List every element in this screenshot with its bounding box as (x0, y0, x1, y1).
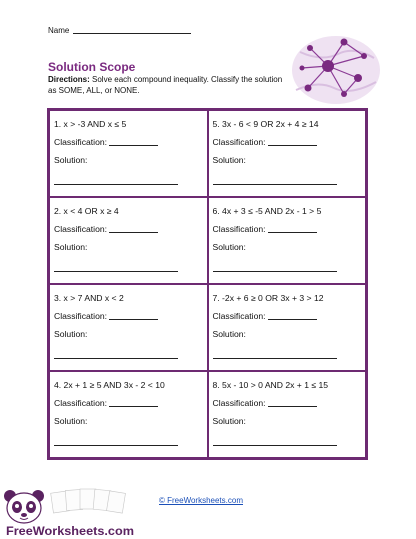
solution-label: Solution: (212, 329, 246, 339)
classification-blank[interactable] (268, 319, 317, 320)
problem-cell-6 (208, 197, 367, 284)
problem-text: 4. 2x + 1 ≥ 5 AND 3x - 2 < 10 (54, 380, 165, 390)
classification-label: Classification: (212, 311, 266, 321)
problem-cell-8 (208, 371, 367, 458)
classification-blank[interactable] (109, 406, 158, 407)
solution-label: Solution: (212, 416, 246, 426)
classification-row (213, 398, 362, 409)
name-label: Name (48, 26, 70, 35)
classification-blank[interactable] (268, 406, 317, 407)
problem-text: 1. x > -3 AND x ≤ 5 (54, 119, 127, 129)
classification-row (213, 137, 362, 148)
classification-row (54, 311, 203, 322)
worksheet-title: Solution Scope (48, 60, 136, 74)
solution-label: Solution: (54, 416, 88, 426)
solution-blank[interactable] (54, 261, 178, 272)
problem-text: 8. 5x - 10 > 0 AND 2x + 1 ≤ 15 (212, 380, 329, 390)
problem-cell-3 (49, 284, 208, 371)
problem-text: 7. -2x + 6 ≥ 0 OR 3x + 3 > 12 (212, 293, 324, 303)
freeworksheets-logo (2, 486, 140, 538)
problem-text: 2. x < 4 OR x ≥ 4 (54, 206, 119, 216)
solution-blank[interactable] (213, 348, 337, 359)
solution-blank[interactable] (54, 174, 178, 185)
classification-label: Classification: (54, 224, 108, 234)
classification-row (213, 311, 362, 322)
problem-text: 5. 3x - 6 < 9 OR 2x + 4 ≥ 14 (212, 119, 319, 129)
network-nodes-icon (288, 30, 380, 106)
problem-text: 6. 4x + 3 ≤ -5 AND 2x - 1 > 5 (212, 206, 322, 216)
directions (48, 74, 286, 96)
classification-blank[interactable] (268, 145, 317, 146)
classification-blank[interactable] (109, 319, 158, 320)
solution-blank[interactable] (54, 348, 178, 359)
solution-blank[interactable] (54, 435, 178, 446)
panda-icon (4, 490, 44, 523)
classification-label: Classification: (212, 224, 266, 234)
classification-row (213, 224, 362, 235)
solution-label: Solution: (212, 242, 246, 252)
classification-row (54, 137, 203, 148)
name-row (48, 26, 191, 35)
problem-cell-2 (49, 197, 208, 284)
classification-blank[interactable] (109, 232, 158, 233)
logo-wordmark: FreeWorksheets.com (6, 524, 134, 538)
solution-blank[interactable] (213, 174, 337, 185)
problem-cell-1 (49, 110, 208, 197)
directions-label: Directions: (48, 75, 90, 84)
classification-label: Classification: (212, 137, 266, 147)
problem-cell-4 (49, 371, 208, 458)
problem-cell-7 (208, 284, 367, 371)
solution-label: Solution: (54, 155, 88, 165)
classification-label: Classification: (212, 398, 266, 408)
solution-label: Solution: (212, 155, 246, 165)
classification-blank[interactable] (268, 232, 317, 233)
problem-text: 3. x > 7 AND x < 2 (54, 293, 124, 303)
problem-grid (47, 108, 368, 460)
classification-blank[interactable] (109, 145, 158, 146)
name-field[interactable] (73, 33, 191, 34)
solution-label: Solution: (54, 329, 88, 339)
solution-blank[interactable] (213, 435, 337, 446)
footer-link[interactable]: © FreeWorksheets.com (159, 496, 243, 505)
classification-label: Classification: (54, 398, 108, 408)
classification-label: Classification: (54, 137, 108, 147)
solution-blank[interactable] (213, 261, 337, 272)
classification-label: Classification: (54, 311, 108, 321)
worksheet-stack-icon (51, 489, 126, 513)
solution-label: Solution: (54, 242, 88, 252)
problem-cell-5 (208, 110, 367, 197)
classification-row (54, 224, 203, 235)
classification-row (54, 398, 203, 409)
directions-text: Solve each compound inequality. Classify the solution as SOME, ALL, or NONE. (48, 75, 283, 95)
